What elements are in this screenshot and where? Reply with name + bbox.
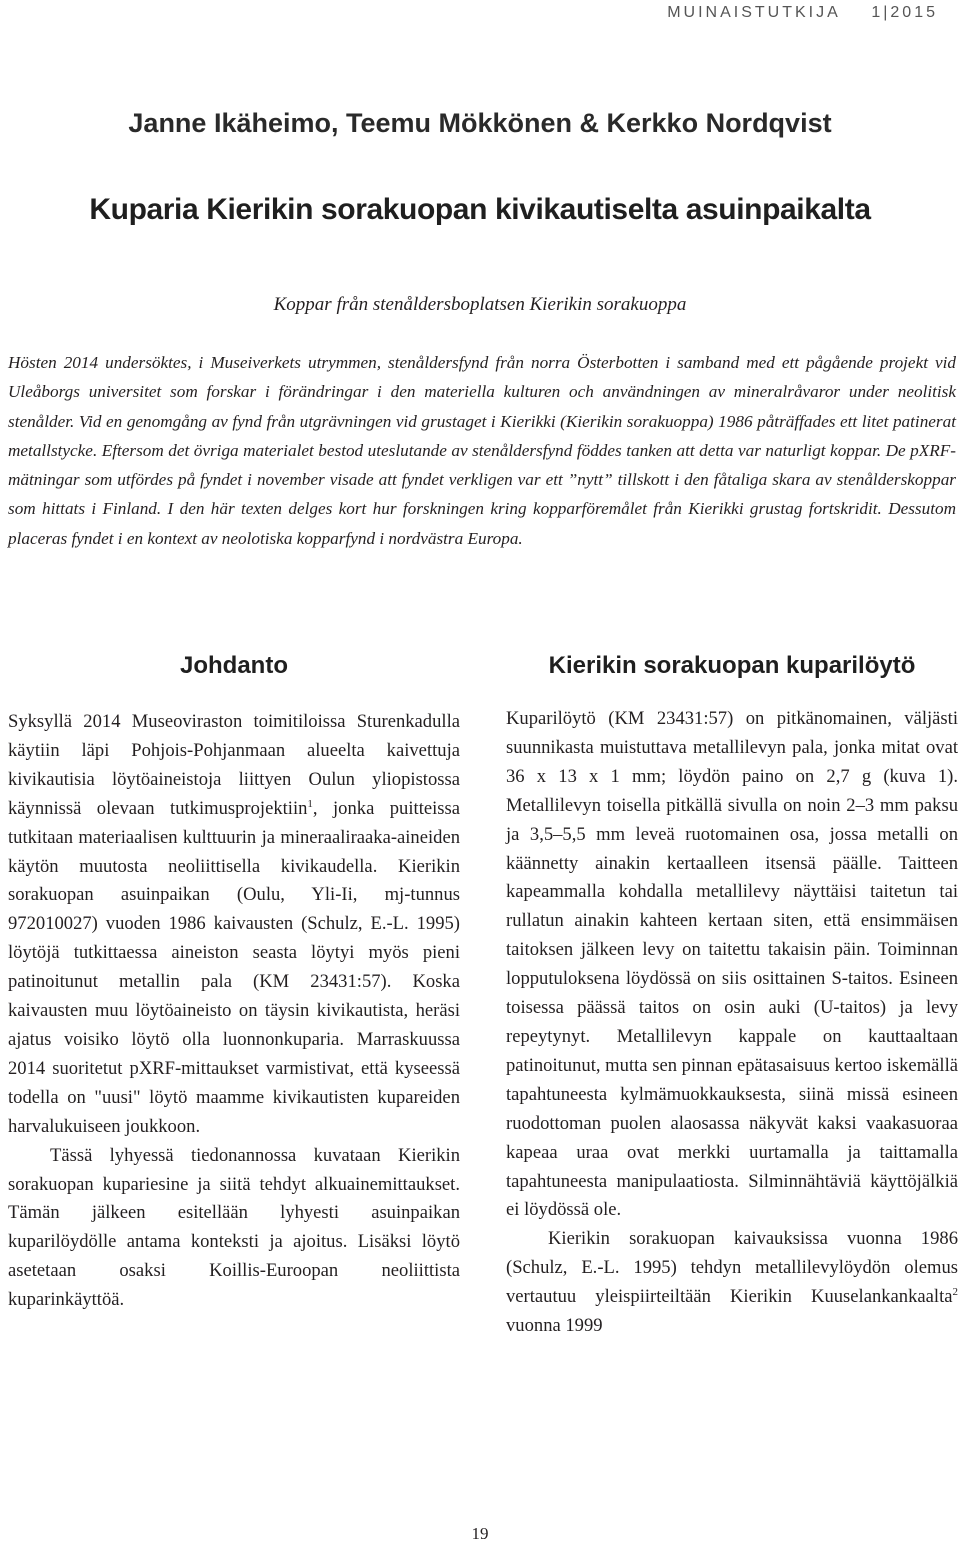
running-head	[667, 0, 938, 26]
body-paragraph: Kuparilöytö (KM 23431:57) on pitkänomainen, väljästi suunnikasta muistuttava metallilevyn pala, jonka mitat ovat 36 x 13 x 1 mm; löydön paino on 2,7 g (kuva 1). Metallilevyn toisella pitkällä sivulla on noin 2–3 mm paksu ja 3,5–5,5 mm leveä ruotomainen osa, jossa metalli on käännetty ainakin kertaalleen itsensä päälle. Taitteen kapeammalla kohdalla metallilevy näyttäisi taitetun tai rullatun ainakin kahteen kertaan siten, että ensimmäisen taitoksen jälkeen levy on taitettu takaisin päin. Toiminnan lopputuloksena löydössä on siis osittainen S-taitos. Esineen toisessa päässä taitos on osin auki (U-taitos) ja levy repeytynyt. Metallilevyn kappale on kauttaaltaan patinoitunut, mutta sen pinnan epätasaisuus kertoo iskemällä tapahtuneesta kylmämuokkauksesta, siinä missä esineen ruodottoman puolen alaosassa näkyvät kaksi vaakasuoraa kapeaa uraa ovat merkki uurtamalla ja taittamalla tapahtuneesta manipulaatiosta. Silminnähtäviä käyttöjälkiä ei löydössä ole.	[506, 708, 958, 1221]
journal-name: MUINAISTUTKIJA	[667, 4, 840, 21]
body-paragraph: Tässä lyhyessä tiedonannossa kuvataan Kierikin sorakuopan kupariesine ja siitä tehdyt alkuainemittaukset. Tämän jälkeen esitellään lyhyesti asuinpaikan kuparilöydölle antama konteksti ja ajoitus. Lisäksi löytö asetetaan osaksi Koillis-Euroopan neoliittista kuparinkäyttöä.	[8, 1144, 460, 1311]
footnote-marker: 1	[307, 797, 313, 810]
section-heading-kuparilöytö: Kierikin sorakuopan kuparilöytö	[548, 652, 916, 679]
right-column	[506, 648, 958, 1341]
body-paragraph	[506, 1225, 958, 1341]
section-heading-johdanto: Johdanto	[180, 652, 288, 679]
abstract-title: Koppar från stenåldersboplatsen Kierikin sorakuoppa	[273, 294, 687, 315]
article-title: Kuparia Kierikin sorakuopan kivikautiselta asuinpaikalta	[89, 193, 871, 226]
page-number: 19	[471, 1524, 489, 1543]
article-authors: Janne Ikäheimo, Teemu Mökkönen & Kerkko Nordqvist	[128, 108, 832, 138]
body-paragraph	[8, 708, 460, 1142]
left-column	[8, 648, 460, 1315]
footnote-marker: 2	[952, 1285, 958, 1298]
issue-number: 1|2015	[871, 4, 938, 21]
paragraph-text: Kierikin sorakuopan kaivauksissa vuonna 1986 (Schulz, E.-L. 1995) tehdyn metallilevylöydön olemus vertautuu yleispiirteiltään Kierikin Kuuselankankaalta	[506, 1228, 958, 1308]
paragraph-text: Syksyllä 2014 Museoviraston toimitiloissa Sturenkadulla käytiin läpi Pohjois-Pohjanmaan alueelta kaivettuja kivikautisia löytöaineistoja liittyen Oulun yliopistossa käynnissä olevaan tutkimusprojektiin	[8, 711, 460, 819]
paragraph-text: vuonna 1999	[506, 1315, 603, 1337]
abstract-text: Hösten 2014 undersöktes, i Museiverkets utrymmen, stenåldersfynd från norra Österbotten i samband med ett pågående projekt vid Uleåborgs universitet som forskar i förändringar i den materiella kulturen och användningen av mineralråvaror under neolitisk stenålder. Vid en genomgång av fynd från utgrävningen vid grustaget i Kierikki (Kierikin sorakuoppa) 1986 påträffades ett litet patinerat metallstycke. Eftersom det övriga materialet bestod uteslutande av stenåldersfynd föddes tanken att detta var naturligt koppar. De pXRF-mätningar som utfördes på fyndet i november visade att fyndet verkligen var ett ”nytt” tillskott i den fåtaliga skara av stenålderskoppar som hittats i Finland. I den här texten delges kort hur forskningen kring kopparföremålet från Kierikki grustag fortskridit. Dessutom placeras fyndet i en kontext av neolotiska kopparfynd i nordvästra Europa.	[8, 353, 956, 548]
paragraph-text: , jonka puitteissa tutkitaan materiaalisen kulttuurin ja mineraaliraaka-aineiden käytön muutosta neoliittisella kivikaudella. Kierikin sorakuopan asuinpaikan (Oulu, Yli-Ii, mj-tunnus 972010027) vuoden 1986 kaivausten (Schulz, E.-L. 1995) löytöjä tutkittaessa aineiston seasta löytyi myös pieni patinoitunut metallin pala (KM 23431:57). Koska kaivausten muu löytöaineisto on täysin kivikautista, heräsi ajatus voisiko löytö olla luonnonkuparia. Marraskuussa 2014 suoritetut pXRF-mittaukset varmistivat, että kyseessä todella on "uusi" löytö maamme kivikautisten kupareiden harvalukuiseen joukkoon.	[8, 797, 460, 1137]
